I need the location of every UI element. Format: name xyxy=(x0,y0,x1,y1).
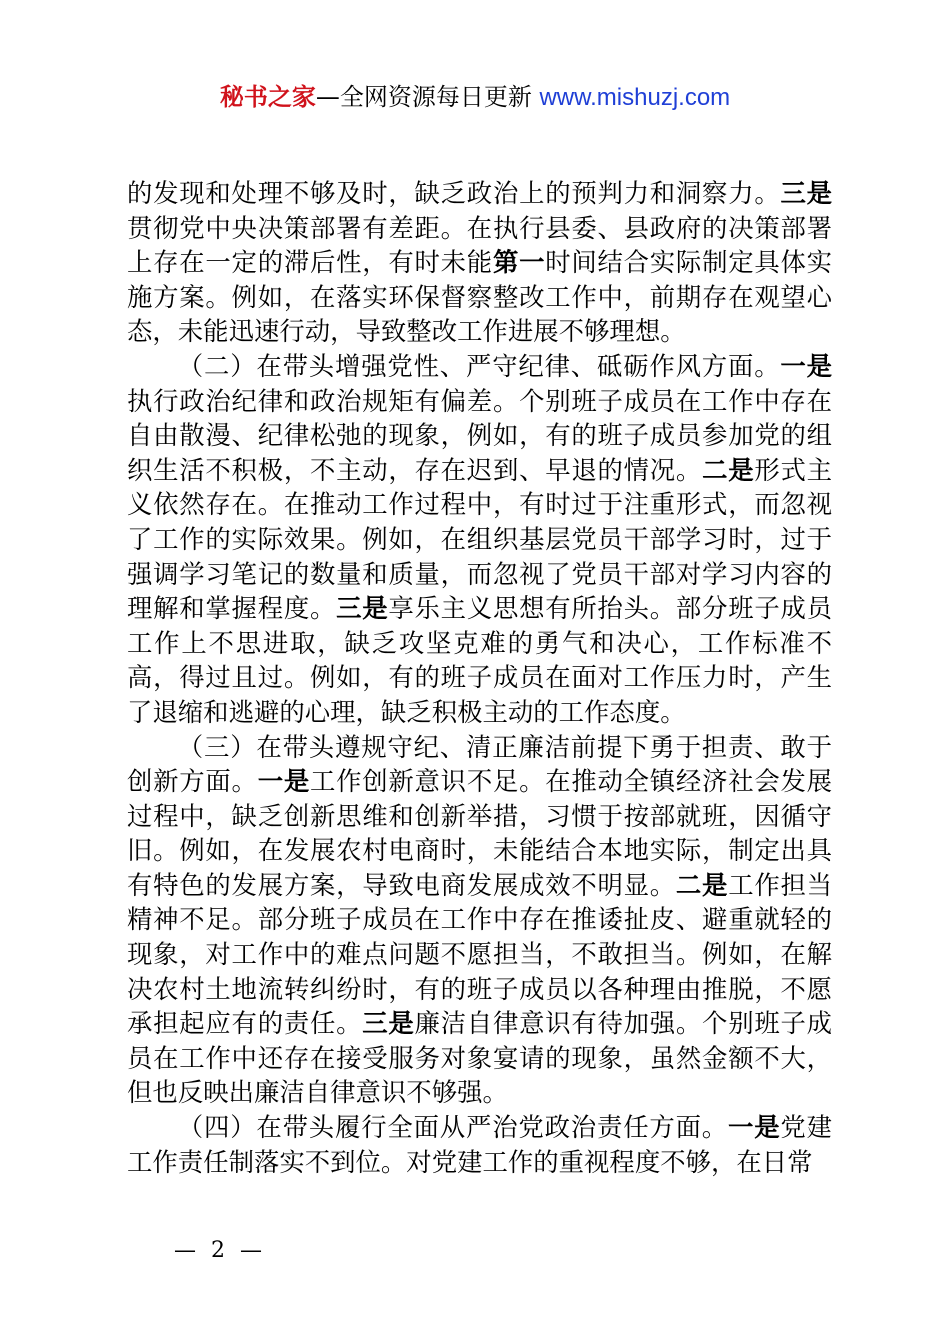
text-run: 党建工作责任制落实不到位。对党建工作的重视程度不够，在日常 xyxy=(127,1112,833,1177)
header-brand: 秘书之家 xyxy=(219,83,316,111)
text-run: 工作创新意识不足。在推动全镇经济社会发展过程中，缺乏创新思维和创新举措，习惯于按部就班，因循守旧。例如，在发展农村电商时，未能结合本地实际，制定出具有特色的发展方案，导致电商发展成效不明显。 xyxy=(127,766,833,900)
text-run: （二）在带头增强党性、严守纪律、砥砺作风方面。 xyxy=(177,350,781,381)
bold-ordinal: 二是 xyxy=(702,454,755,485)
bold-ordinal: 二是 xyxy=(675,869,729,900)
paragraph xyxy=(127,1110,832,1179)
paragraph xyxy=(127,730,832,1111)
bold-ordinal: 三是 xyxy=(336,593,389,624)
text-run: 时间结合实际制定具体实施方案。例如，在落实环保督察整改工作中，前期存在观望心态，未能迅速行动，导致整改工作进展不够理想。 xyxy=(127,247,833,347)
text-run: 廉洁自律意识有待加强。个别班子成员在工作中还存在接受服务对象宴请的现象，虽然金额不大，但也反映出廉洁自律意识不够强。 xyxy=(127,1008,833,1108)
header-tagline: —全网资源每日更新 xyxy=(315,83,540,111)
text-run: 执行政治纪律和政治规矩有偏差。个别班子成员在工作中存在自由散漫、纪律松弛的现象，例如，有的班子成员参加党的组织生活不积极，不主动，存在迟到、早退的情况。 xyxy=(127,385,832,485)
bold-ordinal: 一是 xyxy=(728,1112,781,1143)
text-run: 工作担当精神不足。部分班子成员在工作中存在推诿扯皮、避重就轻的现象，对工作中的难点问题不愿担当，不敢担当。例如，在解决农村土地流转纠纷时，有的班子成员以各种理由推脱，不愿承担起应有的责任。 xyxy=(127,869,833,1039)
bold-ordinal: 一是 xyxy=(257,766,310,797)
text-run: 形式主义依然存在。在推动工作过程中，有时过于注重形式，而忽视了工作的实际效果。例如，在组织基层党员干部学习时，过于强调学习笔记的数量和质量，而忽视了党员干部对学习内容的理解和掌握程度。 xyxy=(127,454,833,624)
bold-ordinal: 第一 xyxy=(492,247,546,278)
text-run: 享乐主义思想有所抬头。部分班子成员工作上不思进取，缺乏攻坚克难的勇气和决心，工作标准不高，得过且过。例如，有的班子成员在面对工作压力时，产生了退缩和逃避的心理，缺乏积极主动的工作态度。 xyxy=(127,593,833,727)
text-run: 贯彻党中央决策部署有差距。在执行县委、县政府的决策部署上存在一定的滞后性，有时未能 xyxy=(127,212,832,278)
document-body xyxy=(127,176,832,1179)
header-url: www.mishuzj.com xyxy=(539,84,731,111)
paragraph xyxy=(127,176,832,349)
text-run: 的发现和处理不够及时，缺乏政治上的预判力和洞察力。 xyxy=(127,178,781,208)
paragraph xyxy=(127,349,832,730)
text-run: （四）在带头履行全面从严治党政治责任方面。 xyxy=(177,1112,729,1143)
page-number: — 2 — xyxy=(174,1238,266,1263)
site-watermark-header xyxy=(0,80,950,115)
bold-ordinal: 三是 xyxy=(362,1008,415,1039)
bold-ordinal: 一是 xyxy=(780,350,833,381)
bold-ordinal: 三是 xyxy=(780,178,833,208)
text-run: （三）在带头遵规守纪、清正廉洁前提下勇于担责、敢于创新方面。 xyxy=(127,731,832,797)
